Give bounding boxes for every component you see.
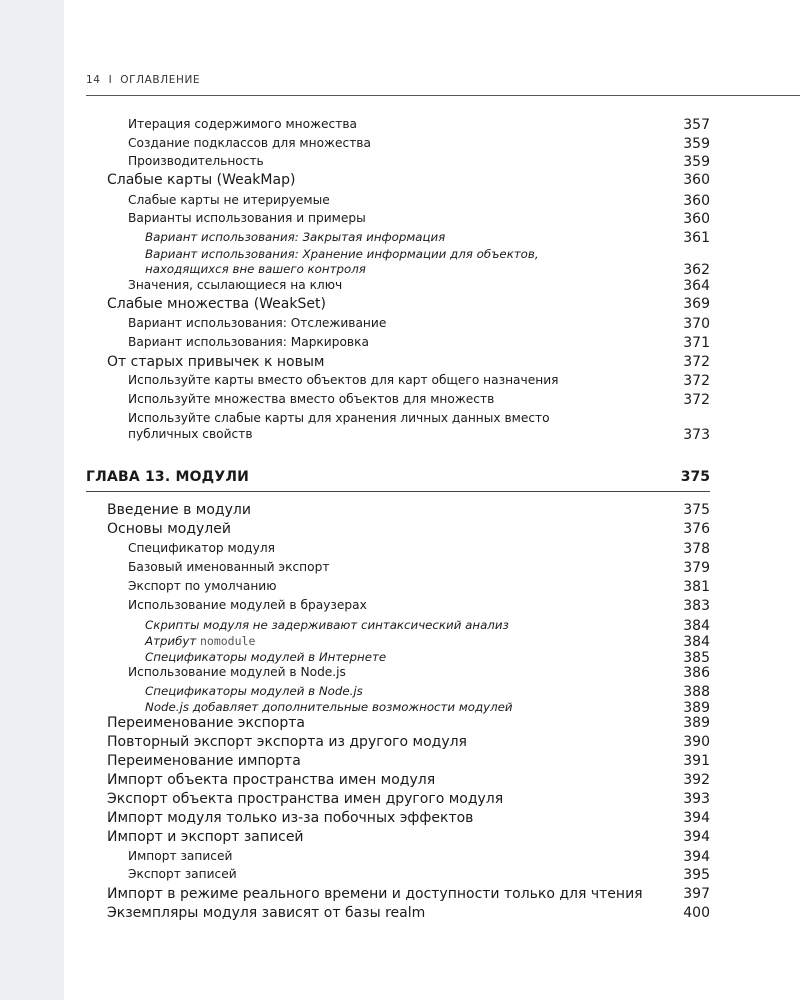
toc-entry-title: Импорт объекта пространства имен модуля [107, 772, 436, 788]
toc-entry-title: Производительность [128, 154, 264, 168]
toc-entry-page: 391 [683, 753, 710, 769]
toc-entry-page: 392 [683, 772, 710, 788]
toc-entry-page: 384 [683, 618, 710, 634]
header-page-number: 14 [86, 74, 101, 86]
toc-entry-title: Создание подклассов для множества [128, 136, 371, 150]
toc-entry-title: От старых привычек к новым [107, 354, 325, 370]
toc-entry-page: 360 [683, 193, 710, 209]
toc-entry-title: Использование модулей в браузерах [128, 598, 367, 612]
toc-entry-title-line1: Используйте слабые карты для хранения личных данных вместо [128, 411, 550, 425]
toc-entry-page: 360 [683, 172, 710, 188]
toc-entry-page: 394 [683, 829, 710, 845]
toc-entry-title: Импорт в режиме реального времени и доступности только для чтения [107, 886, 643, 902]
toc-entry-page: 379 [683, 560, 710, 576]
toc-entry-page: 388 [683, 684, 710, 700]
toc-entry-title: Слабые карты не итерируемые [128, 193, 330, 207]
toc-entry-page: 375 [683, 502, 710, 518]
toc-entry-title: Экспорт объекта пространства имен другого модуля [107, 791, 504, 807]
toc-entry-page: 372 [683, 392, 710, 408]
toc-entry-page: 359 [683, 154, 710, 170]
toc-entry-page: 389 [683, 700, 710, 716]
toc-entry-title: Вариант использования: Закрытая информация [145, 230, 446, 244]
toc-entry-title: Использование модулей в Node.js [128, 665, 346, 679]
header-separator: I [108, 74, 113, 86]
toc-entry-page: 369 [683, 296, 710, 312]
toc-entry-page: 394 [683, 810, 710, 826]
toc-entry-page: 393 [683, 791, 710, 807]
toc-entry-page: 389 [683, 715, 710, 731]
toc-entry-title: Слабые карты (WeakMap) [107, 172, 296, 188]
toc-entry-title-line2: публичных свойств [128, 427, 253, 441]
header-rule [86, 95, 800, 96]
toc-entry-page: 397 [683, 886, 710, 902]
toc-entry-title: Переименование импорта [107, 753, 301, 769]
running-header [86, 74, 200, 86]
toc-entry-title: Варианты использования и примеры [128, 211, 366, 225]
toc-entry-title: Импорт модуля только из-за побочных эффектов [107, 810, 474, 826]
toc-entry-page: 378 [683, 541, 710, 557]
toc-entry-title: Экспорт по умолчанию [128, 579, 277, 593]
toc-entry-title: Node.js добавляет дополнительные возможности модулей [145, 700, 513, 714]
toc-entry-page: 395 [683, 867, 710, 883]
toc-entry-title: Слабые множества (WeakSet) [107, 296, 326, 312]
toc-entry-title: Скрипты модуля не задерживают синтаксический анализ [145, 618, 509, 632]
toc-entry-title: Спецификатор модуля [128, 541, 275, 555]
toc-entry-title: Экспорт записей [128, 867, 237, 881]
toc-entry-title: Повторный экспорт экспорта из другого модуля [107, 734, 467, 750]
chapter-title: ГЛАВА 13. МОДУЛИ [86, 469, 250, 485]
toc-entry-page: 362 [683, 262, 710, 278]
chapter-page: 375 [680, 469, 710, 485]
toc-entry-title: Вариант использования: Отслеживание [128, 316, 387, 330]
toc-entry-page: 383 [683, 598, 710, 614]
toc-entry-title [145, 634, 255, 648]
toc-entry-page: 360 [683, 211, 710, 227]
toc-entry-page: 400 [683, 905, 710, 921]
toc-entry-page: 359 [683, 136, 710, 152]
toc-entry-page: 376 [683, 521, 710, 537]
toc-entry-page: 390 [683, 734, 710, 750]
toc-entry-title: Переименование экспорта [107, 715, 305, 731]
toc-entry-title-prefix: Атрибут [145, 634, 200, 648]
toc-entry-page: 364 [683, 278, 710, 294]
toc-entry-title: Значения, ссылающиеся на ключ [128, 278, 343, 292]
toc-entry-page: 361 [683, 230, 710, 246]
toc-entry-title: Импорт и экспорт записей [107, 829, 304, 845]
toc-entry-title: Итерация содержимого множества [128, 117, 357, 131]
toc-entry-page: 371 [683, 335, 710, 351]
toc-entry-title: Используйте множества вместо объектов для множеств [128, 392, 495, 406]
toc-entry-title-line1: Вариант использования: Хранение информации для объектов, [145, 247, 539, 261]
toc-entry-title: Спецификаторы модулей в Интернете [145, 650, 387, 664]
toc-entry-title: Используйте карты вместо объектов для карт общего назначения [128, 373, 559, 387]
toc-entry-title-code: nomodule [199, 634, 256, 648]
toc-entry-title: Основы модулей [107, 521, 231, 537]
toc-entry-title: Спецификаторы модулей в Node.js [145, 684, 363, 698]
toc-entry-page: 372 [683, 354, 710, 370]
toc-entry-page: 385 [683, 650, 710, 666]
toc-entry-title: Импорт записей [128, 849, 233, 863]
toc-entry-page: 370 [683, 316, 710, 332]
toc-entry-page: 384 [683, 634, 710, 650]
toc-entry-title: Введение в модули [107, 502, 251, 518]
header-section: ОГЛАВЛЕНИЕ [120, 74, 201, 86]
toc-entry-page: 373 [683, 427, 710, 443]
toc-entry-title: Базовый именованный экспорт [128, 560, 330, 574]
toc-entry-page: 386 [683, 665, 710, 681]
toc-entry-page: 372 [683, 373, 710, 389]
toc-entry-title-line2: находящихся вне вашего контроля [145, 262, 366, 276]
toc-entry-page: 381 [683, 579, 710, 595]
toc-entry-page: 394 [683, 849, 710, 865]
toc-entry-title: Вариант использования: Маркировка [128, 335, 369, 349]
toc-entry-title: Экземпляры модуля зависят от базы realm [107, 905, 426, 921]
toc-entry-page: 357 [683, 117, 710, 133]
chapter-rule [86, 491, 710, 492]
page-gutter [0, 0, 64, 1000]
